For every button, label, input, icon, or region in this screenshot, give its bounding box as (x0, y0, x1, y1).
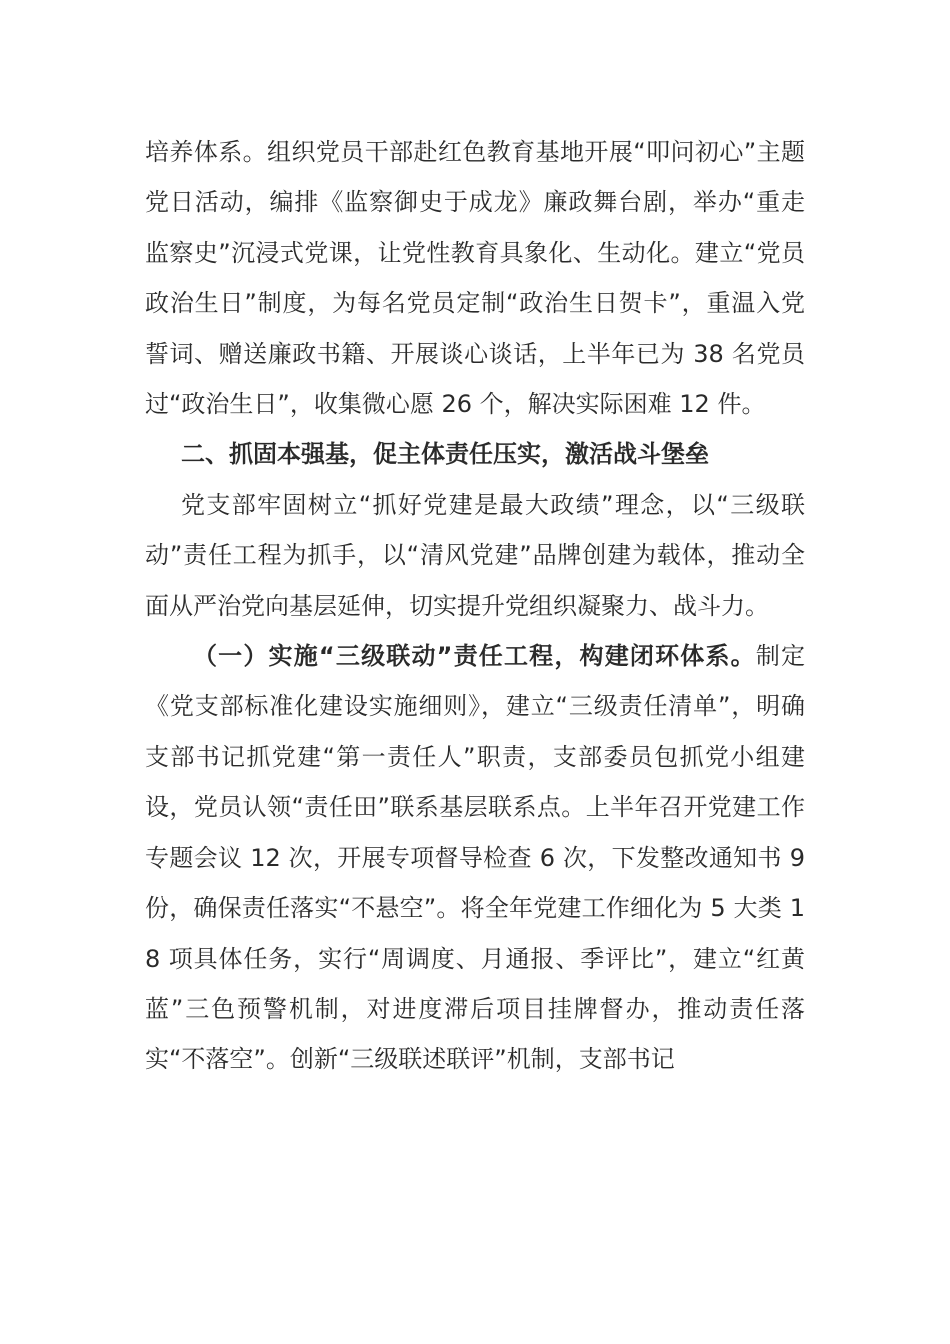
subsection-body: 制定《党支部标准化建设实施细则》，建立“三级责任清单”，明确支部书记抓党建“第一责任人”职责，支部委员包抓党小组建设，党员认领“责任田”联系基层联系点。上半年召开党建工作专题会议 12 次，开展专项督导检查 6 次，下发整改通知书 9 份，确保责任落实“不悬空”。将全年党建工作细化为 5 大类 18 项具体任务，实行“周调度、月通报、季评比”，建立“红黄蓝”三色预警机制，对进度滞后项目挂牌督办，推动责任落实“不落空”。创新“三级联述联评”机制，支部书记 (145, 642, 806, 1074)
paragraph-political-birthday: 培养体系。组织党员干部赴红色教育基地开展“叩问初心”主题党日活动，编排《监察御史于成龙》廉政舞台剧，举办“重走监察史”沉浸式党课，让党性教育具象化、生动化。建立“党员政治生日”制度，为每名党员定制“政治生日贺卡”，重温入党誓词、赠送廉政书籍、开展谈心谈话，上半年已为 38 名党员过“政治生日”，收集微心愿 26 个，解决实际困难 12 件。 (145, 138, 805, 419)
paragraph-three-level-linkage (145, 631, 805, 1085)
section-heading-two: 二、抓固本强基，促主体责任压实，激活战斗堡垒 (181, 440, 709, 469)
subsection-heading-one: （一）实施“三级联动”责任工程，构建闭环体系。 (193, 642, 756, 671)
paragraph-branch-responsibility: 党支部牢固树立“抓好党建是最大政绩”理念，以“三级联动”责任工程为抓手，以“清风党建”品牌创建为载体，推动全面从严治党向基层延伸，切实提升党组织凝聚力、战斗力。 (145, 490, 805, 620)
document-body (145, 127, 805, 1085)
